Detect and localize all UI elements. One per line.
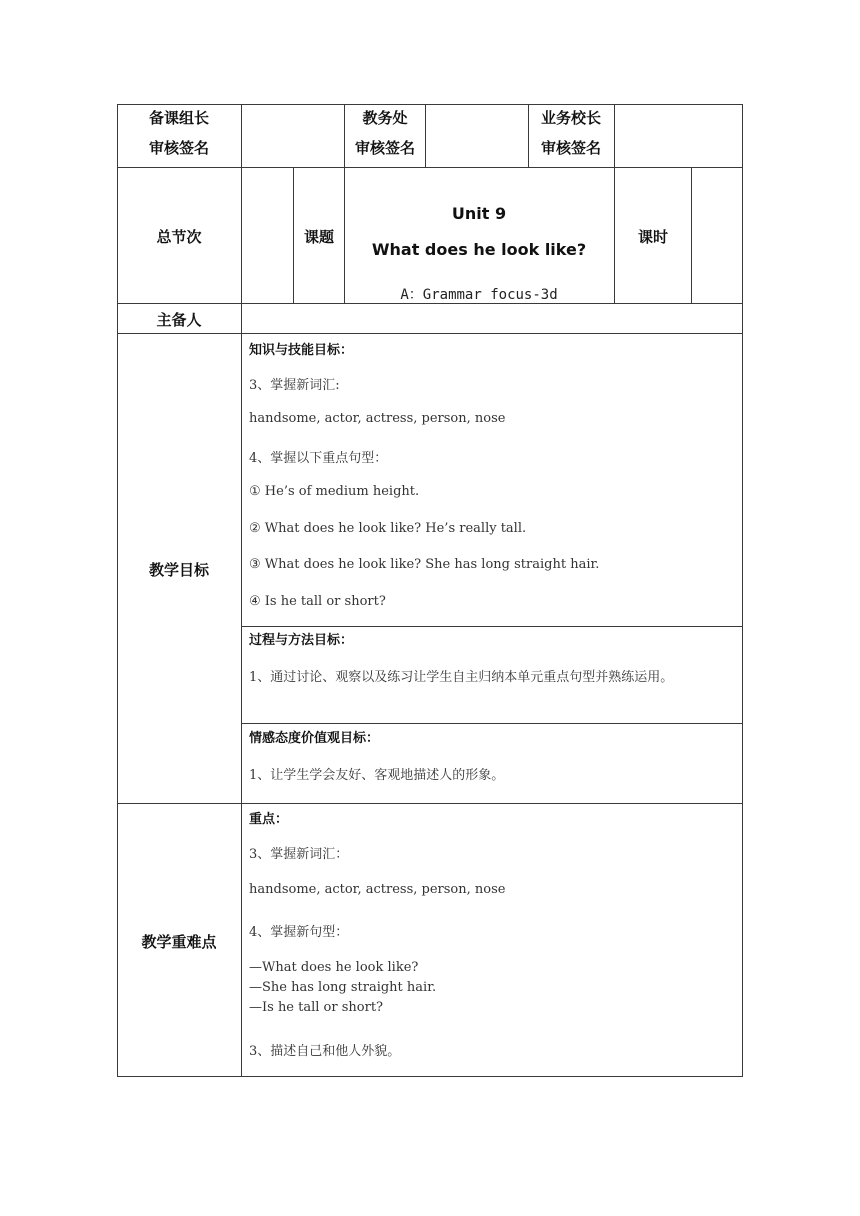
academic-office-label-line1: 教务处 <box>362 109 408 127</box>
knowledge-line: ① He’s of medium height. <box>249 484 420 499</box>
group-leader-signature-cell[interactable] <box>241 104 345 168</box>
lesson-question-title: What does he look like? <box>371 240 587 259</box>
group-leader-label-line2: 审核签名 <box>148 139 210 157</box>
key-points-heading: 重点： <box>249 812 289 827</box>
key-point-line: —She has long straight hair. <box>249 980 437 995</box>
total-sections-value-cell[interactable] <box>241 167 294 304</box>
key-point-line: 3、描述自己和他人外貌。 <box>249 1044 401 1059</box>
key-point-line: —Is he tall or short? <box>249 1000 384 1015</box>
business-principal-signature-cell[interactable] <box>614 104 743 168</box>
main-preparer-value-cell[interactable] <box>241 303 743 334</box>
class-hours-value-cell[interactable] <box>691 167 743 304</box>
knowledge-line: handsome, actor, actress, person, nose <box>249 411 506 426</box>
knowledge-line: 3、掌握新词汇: <box>249 378 340 393</box>
knowledge-line: ④ Is he tall or short? <box>249 594 386 609</box>
knowledge-goals-heading: 知识与技能目标： <box>249 343 354 358</box>
topic-label: 课题 <box>303 228 335 246</box>
key-point-line: 4、掌握新句型： <box>249 925 349 940</box>
academic-office-signature-cell[interactable] <box>425 104 529 168</box>
group-leader-label-line1: 备课组长 <box>148 109 210 127</box>
process-line: 1、通过讨论、观察以及练习让学生自主归纳本单元重点句型并熟练运用。 <box>249 670 674 685</box>
emotion-line: 1、让学生学会友好、客观地描述人的形象。 <box>249 768 505 783</box>
key-point-line: handsome, actor, actress, person, nose <box>249 882 506 897</box>
total-sections-label: 总节次 <box>156 228 202 246</box>
unit-title: Unit 9 <box>451 204 507 223</box>
teaching-goals-label: 教学目标 <box>148 561 210 579</box>
process-goals-heading: 过程与方法目标： <box>249 633 354 648</box>
class-hours-label: 课时 <box>637 228 669 246</box>
business-principal-label-line1: 业务校长 <box>540 109 602 127</box>
key-point-line: 3、掌握新词汇： <box>249 847 349 862</box>
knowledge-line: ③ What does he look like? She has long straight hair. <box>249 557 600 572</box>
emotion-goals-heading: 情感态度价值观目标： <box>249 731 380 746</box>
academic-office-label-line2: 审核签名 <box>354 139 416 157</box>
key-points-label: 教学重难点 <box>141 933 217 951</box>
lesson-part-subtitle: A：Grammar focus-3d <box>400 287 558 303</box>
knowledge-line: ② What does he look like? He’s really tall. <box>249 521 527 536</box>
knowledge-line: 4、掌握以下重点句型： <box>249 451 388 466</box>
business-principal-label-line2: 审核签名 <box>540 139 602 157</box>
main-preparer-label: 主备人 <box>156 311 202 329</box>
key-point-line: —What does he look like? <box>249 960 419 975</box>
